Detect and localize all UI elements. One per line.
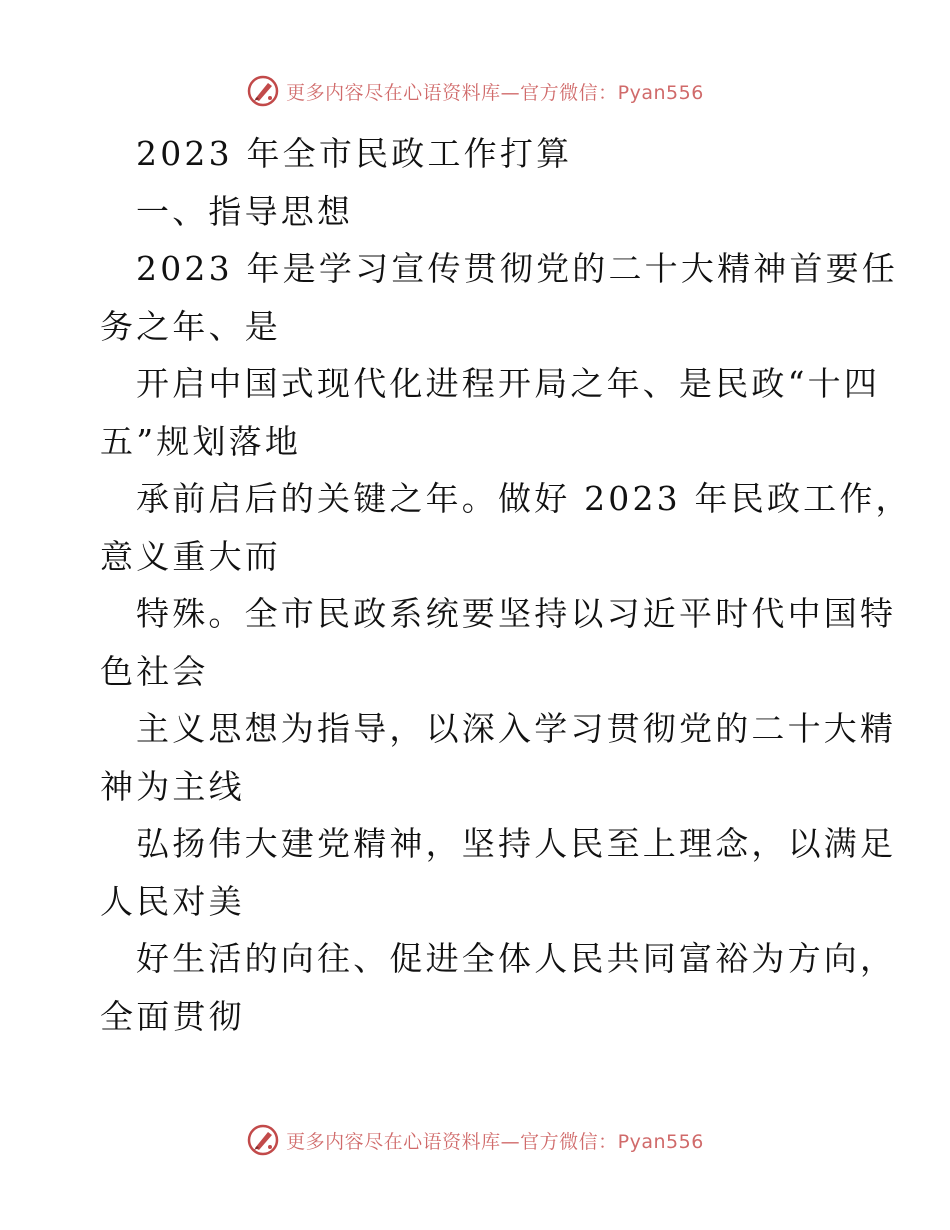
document-title: 2023 年全市民政工作打算 xyxy=(136,134,573,173)
watermark-header xyxy=(0,71,950,111)
paragraph-line: 主义思想为指导，以深入学习贯彻党的二十大精 xyxy=(136,709,897,748)
quill-pen-icon xyxy=(246,74,280,108)
document-body xyxy=(100,125,912,1045)
section-heading: 一、指导思想 xyxy=(136,191,354,231)
paragraph-line: 全面贯彻 xyxy=(100,996,245,1036)
paragraph-line: 开启中国式现代化进程开局之年、是民政“十四 xyxy=(136,364,881,403)
watermark-footer xyxy=(0,1120,950,1160)
paragraph-line: 五”规划落地 xyxy=(100,421,302,461)
paragraph-line: 色社会 xyxy=(100,651,209,691)
paragraph-line: 好生活的向往、促进全体人民共同富裕为方向， xyxy=(136,939,897,978)
quill-pen-icon xyxy=(246,1123,280,1157)
paragraph-line: 务之年、是 xyxy=(100,306,281,346)
paragraph-line: 神为主线 xyxy=(100,766,245,806)
watermark-text: 更多内容尽在心语资料库—官方微信：Pyan556 xyxy=(286,1130,704,1153)
paragraph-line: 弘扬伟大建党精神，坚持人民至上理念，以满足 xyxy=(136,824,897,863)
paragraph-line: 承前启后的关键之年。做好 2023 年民政工作， xyxy=(136,479,912,518)
paragraph-line: 意义重大而 xyxy=(100,536,281,576)
paragraph-line: 2023 年是学习宣传贯彻党的二十大精神首要任 xyxy=(136,249,899,288)
paragraph-line: 特殊。全市民政系统要坚持以习近平时代中国特 xyxy=(136,594,897,633)
watermark-text: 更多内容尽在心语资料库—官方微信：Pyan556 xyxy=(286,81,704,104)
paragraph-line: 人民对美 xyxy=(100,881,245,921)
